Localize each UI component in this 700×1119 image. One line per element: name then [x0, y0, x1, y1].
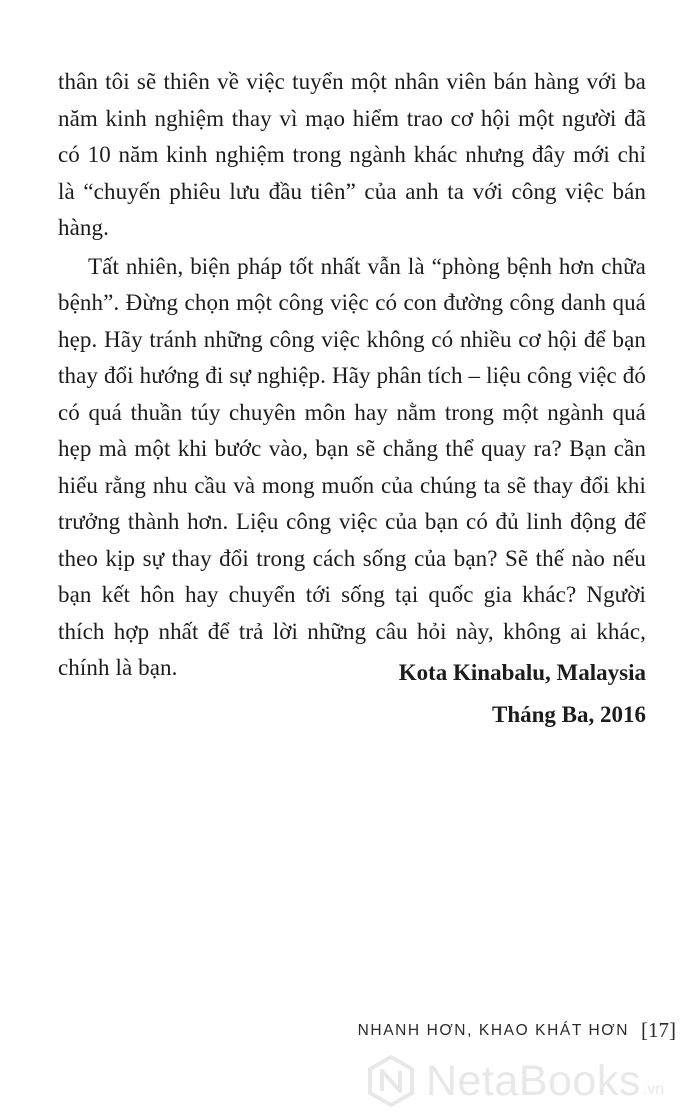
signature-place: Kota Kinabalu, Malaysia	[398, 660, 646, 685]
watermark	[364, 1053, 694, 1109]
main-text	[58, 64, 646, 687]
running-footer	[358, 1018, 676, 1043]
page-number: [17]	[641, 1018, 676, 1042]
paragraph: Tất nhiên, biện pháp tốt nhất vẫn là “phòng bệnh hơn chữa bệnh”. Đừng chọn một công việc có con đường công danh quá hẹp. Hãy tránh những công việc không có nhiều cơ hội để bạn thay đổi hướng đi sự nghiệp. Hãy phân tích – liệu công việc đó có quá thuần túy chuyên môn hay nằm trong một ngành quá hẹp mà một khi bước vào, bạn sẽ chẳng thể quay ra? Bạn cần hiểu rằng nhu cầu và mong muốn của chúng ta sẽ thay đổi khi trưởng thành hơn. Liệu công việc của bạn có đủ linh động để theo kịp sự thay đổi trong cách sống của bạn? Sẽ thế nào nếu bạn kết hôn hay chuyển tới sống tại quốc gia khác? Người thích hợp nhất để trả lời những câu hỏi này, không ai khác, chính là bạn.	[58, 253, 646, 680]
paragraph: thân tôi sẽ thiên về việc tuyển một nhân viên bán hàng với ba năm kinh nghiệm thay vì mạo hiểm trao cơ hội một người đã có 10 năm kinh nghiệm trong ngành khác nhưng đây mới chỉ là “chuyến phiêu lưu đầu tiên” của anh ta với công việc bán hàng.	[58, 69, 646, 240]
netabooks-logo-icon	[364, 1054, 418, 1108]
watermark-suffix: .vn	[642, 1081, 665, 1098]
running-title: NHANH HƠN, KHAO KHÁT HƠN	[357, 1021, 629, 1039]
signature-date: Tháng Ba, 2016	[491, 702, 646, 727]
watermark-text: NetaBooks	[426, 1057, 641, 1105]
